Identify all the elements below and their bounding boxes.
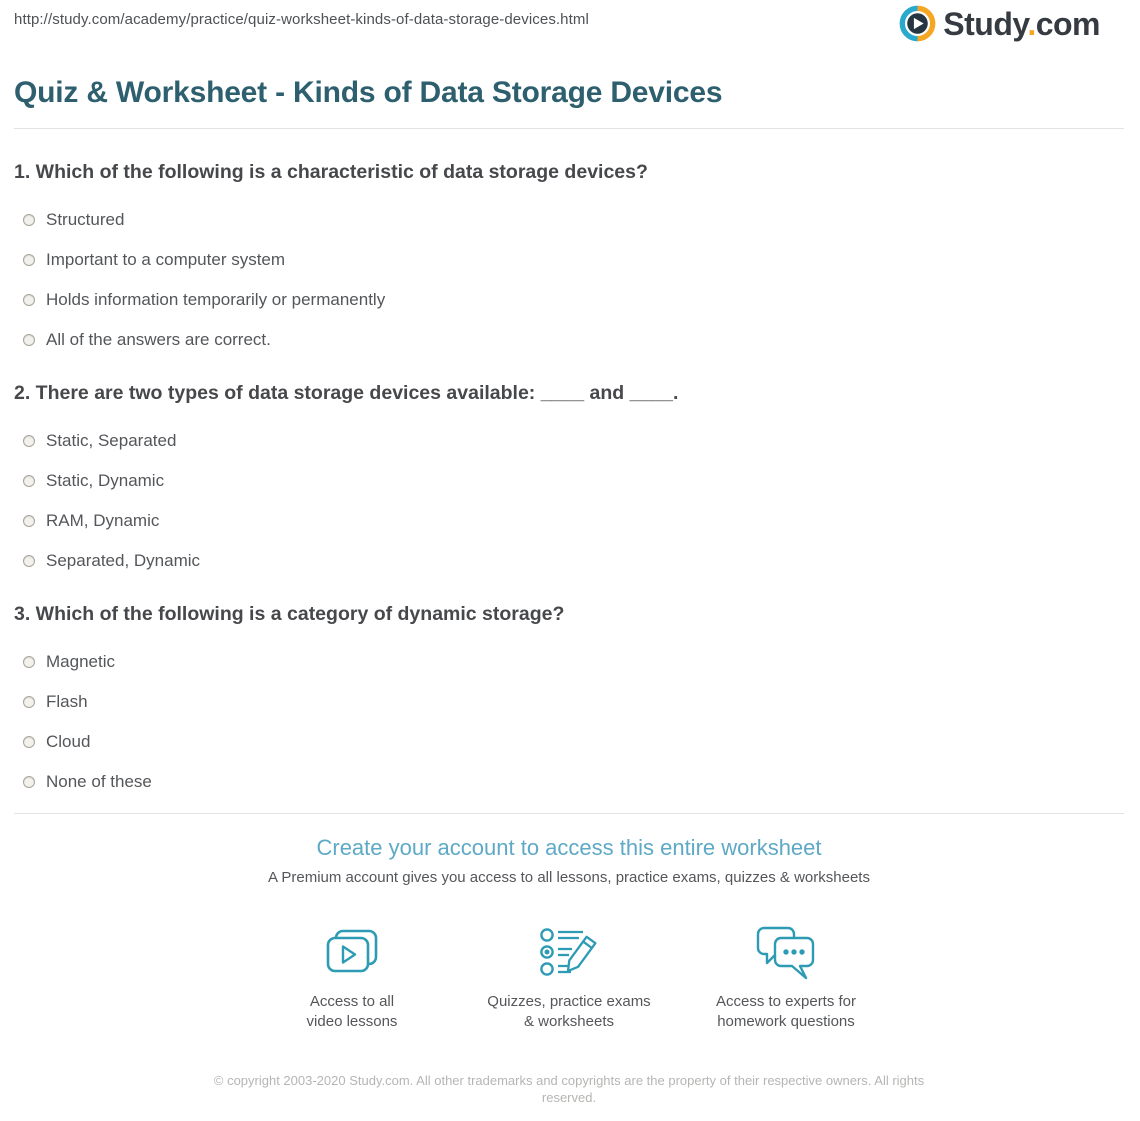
radio-button[interactable] (23, 696, 35, 708)
question-2-option-3[interactable] (14, 511, 1124, 531)
radio-button[interactable] (23, 475, 35, 487)
question-1-heading: 1. Which of the following is a characteristic of data storage devices? (14, 161, 648, 183)
page-header (14, 0, 1124, 52)
feature-list (14, 924, 1124, 1032)
copyright-notice: © copyright 2003-2020 Study.com. All other trademarks and copyrights are the property of their respective owners. All rights reserved. (213, 1073, 925, 1105)
feature-label: Quizzes, practice exams & worksheets (487, 993, 651, 1030)
option-label: Important to a computer system (46, 250, 286, 269)
page-title: Quiz & Worksheet - Kinds of Data Storage Devices (14, 76, 723, 109)
radio-button[interactable] (23, 515, 35, 527)
question-3-option-1[interactable] (14, 652, 1124, 672)
question-1-option-2[interactable] (14, 250, 1124, 270)
video-lessons-icon (244, 924, 461, 982)
question-2 (14, 382, 1124, 571)
feature-label: Access to all video lessons (306, 993, 398, 1030)
question-1-option-3[interactable] (14, 290, 1124, 310)
radio-button[interactable] (23, 435, 35, 447)
studycom-logo-text: Study.com (943, 5, 1100, 42)
radio-button[interactable] (23, 736, 35, 748)
radio-button[interactable] (23, 776, 35, 788)
option-label: Static, Separated (46, 431, 177, 450)
radio-button[interactable] (23, 656, 35, 668)
option-label: Magnetic (46, 652, 115, 671)
feature-label: Access to experts for homework questions (715, 993, 857, 1030)
quizzes-worksheets-icon (461, 924, 678, 982)
question-2-option-4[interactable] (14, 551, 1124, 571)
radio-button[interactable] (23, 254, 35, 266)
question-2-heading: 2. There are two types of data storage devices available: ____ and ____. (14, 382, 679, 404)
option-label: All of the answers are correct. (46, 330, 271, 349)
option-label: RAM, Dynamic (46, 511, 160, 530)
radio-button[interactable] (23, 555, 35, 567)
cta-title: Create your account to access this entire worksheet (316, 835, 822, 860)
question-2-option-2[interactable] (14, 471, 1124, 491)
option-label: Structured (46, 210, 125, 229)
question-1-option-1[interactable] (14, 210, 1124, 230)
radio-button[interactable] (23, 294, 35, 306)
studycom-logo[interactable] (899, 5, 1100, 42)
question-3-heading: 3. Which of the following is a category of dynamic storage? (14, 603, 565, 625)
radio-button[interactable] (23, 334, 35, 346)
question-2-option-1[interactable] (14, 431, 1124, 451)
studycom-play-icon (899, 5, 936, 42)
question-1-option-4[interactable] (14, 330, 1124, 350)
page-url: http://study.com/academy/practice/quiz-worksheet-kinds-of-data-storage-devices.html (14, 11, 589, 28)
option-label: None of these (46, 772, 152, 791)
question-3-option-4[interactable] (14, 772, 1124, 792)
option-label: Separated, Dynamic (46, 551, 201, 570)
question-3-option-3[interactable] (14, 732, 1124, 752)
radio-button[interactable] (23, 214, 35, 226)
option-label: Cloud (46, 732, 91, 751)
option-label: Flash (46, 692, 88, 711)
option-label: Static, Dynamic (46, 471, 165, 490)
question-3-option-2[interactable] (14, 692, 1124, 712)
feature-expert-chat (678, 924, 895, 1032)
question-1 (14, 161, 1124, 350)
create-account-section (14, 813, 1124, 1032)
option-label: Holds information temporarily or permanently (46, 290, 386, 309)
feature-video-lessons (244, 924, 461, 1032)
question-3 (14, 603, 1124, 792)
cta-subtitle: A Premium account gives you access to all lessons, practice exams, quizzes & worksheets (268, 869, 870, 886)
title-divider (14, 128, 1124, 129)
expert-chat-icon (678, 924, 895, 982)
feature-quizzes-worksheets (461, 924, 678, 1032)
